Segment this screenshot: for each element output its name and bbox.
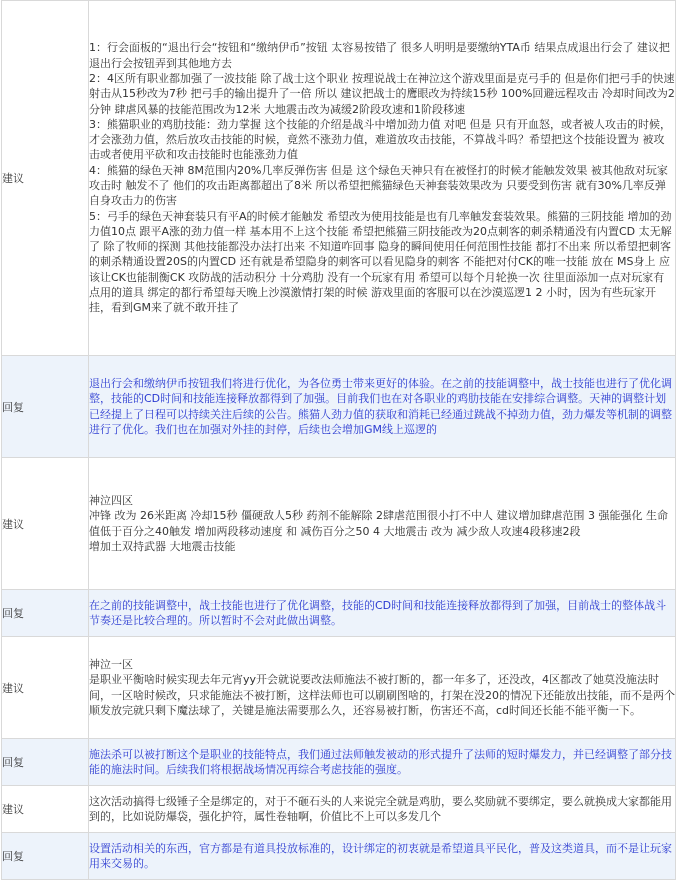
row-label: 回复 <box>2 739 89 786</box>
table-row <box>2 833 676 880</box>
feedback-table <box>1 0 676 880</box>
table-row <box>2 739 676 786</box>
row-content: 1：行会面板的“退出行会“按钮和“缴纳伊币”按钮 太容易按错了 很多人明明是要缴纳YTA币 结果点成退出行会了 建议把退出行会按钮弄到其他地方去 2：4区所有职业都加强了一波技能 除了战士这个职业 按理说战士在神泣这个游戏里面是克弓手的 但是你们把弓手的快速射击从15秒改为7秒 把弓手的输出提升了一倍 所以 建议把战士的鹰眼改为持续15秒 100%回避远程攻击 冷却时间改为2分钟 肆虐风暴的技能范围改为12米 大地震击改为减缓2阶段攻速和1阶段移速 3：熊猫职业的鸡肋技能：劲力掌握 这个技能的介绍是战斗中增加劲力值 对吧 但是 只有开血怒，或者被人攻击的时候，才会涨劲力值，然后放攻击技能的时候，竟然不涨劲力值，难道放攻击技能，不算战斗吗？希望把这个技能设置为 被攻击或者使用平砍和攻击技能时也能涨劲力值 4：熊猫的绿色天神 8M范围内20%几率反弹伤害 但是 这个绿色天神只有在被怪打的时候才能触发效果 被其他敌对玩家攻击时 触发不了 他们的攻击距离都超出了8米 所以希望把熊猫绿色天神套装效果改为 只要受到伤害 就有30%几率反弹自身攻击力的伤害 5：弓手的绿色天神套装只有平A的时候才能触发 希望改为使用技能是也有几率触发套装效果。熊猫的三阴技能 增加的劲力值10点 跟平A涨的劲力值一样 基本用不上这个技能 希望把熊猫三阴技能改为20点刺客的刺杀精通没有内置CD 太无解了 除了牧师的探测 其他技能都没办法打出来 不知道咋回事 隐身的瞬间使用任何范围性技能 都打不出来 所以希望把刺客的刺杀精通设置20S的内置CD 还有就是希望隐身的刺客可以看见隐身的刺客 不能把对付CK的唯一技能 放在 MS身上 应该让CK也能制衡CK 攻防战的活动积分 十分鸡肋 没有一个玩家有用 希望可以每个月轮换一次 往里面添加一点对玩家有点用的道具 绑定的都行希望每天晚上沙漠激情打架的时候 游戏里面的客服可以在沙漠巡逻1 2 小时，因为有些玩家开挂，看到GM来了就不敢开挂了 <box>89 1 676 356</box>
row-label: 建议 <box>2 458 89 590</box>
row-content: 施法杀可以被打断这个是职业的技能特点，我们通过法师触发被动的形式提升了法师的短时爆发力，并已经调整了部分技能的施法时间。后续我们将根据战场情况再综合考虑技能的强度。 <box>89 739 676 786</box>
row-label: 建议 <box>2 1 89 356</box>
table-row <box>2 458 676 590</box>
table-row <box>2 590 676 637</box>
row-label: 回复 <box>2 356 89 458</box>
table-row <box>2 1 676 356</box>
row-label: 建议 <box>2 786 89 833</box>
row-content: 退出行会和缴纳伊币按钮我们将进行优化，为各位勇士带来更好的体验。在之前的技能调整中，战士技能也进行了优化调整，技能的CD时间和技能连接释放都得到了加强。目前我们也在对各职业的鸡肋技能在安排综合调整。天神的调整计划已经提上了日程可以持续关注后续的公告。熊猫人劲力值的获取和消耗已经通过跳战不掉劲力值，劲力爆发等机制的调整进行了优化。我们也在加强对外挂的封停，后续也会增加GM线上巡逻的 <box>89 356 676 458</box>
table-row <box>2 637 676 739</box>
row-label: 回复 <box>2 833 89 880</box>
table-row <box>2 786 676 833</box>
row-content: 神泣一区 是职业平衡啥时候实现去年元宵yy开会就说要改法师施法不被打断的，都一年多了，还没改，4区都改了她莫没施法时间，一区啥时候改，只求能施法不被打断，这样法师也可以刷刷图啥的，打架在没20的情况下还能放出技能，而不是两个顺发放完就只剩下魔法球了，关键是施法需要那么久，还容易被打断，伤害还不高，cd时间还长能不能平衡一下。 <box>89 637 676 739</box>
row-content: 设置活动相关的东西，官方都是有道具投放标准的，设计绑定的初衷就是希望道具平民化，普及这类道具，而不是让玩家用来交易的。 <box>89 833 676 880</box>
row-content: 在之前的技能调整中，战士技能也进行了优化调整，技能的CD时间和技能连接释放都得到了加强，目前战士的整体战斗节奏还是比较合理的。所以暂时不会对此做出调整。 <box>89 590 676 637</box>
row-label: 建议 <box>2 637 89 739</box>
row-content: 这次活动搞得七级锤子全是绑定的，对于不砸石头的人来说完全就是鸡肋，要么奖励就不要绑定，要么就换成大家都能用到的，比如说防爆袋，强化护符，属性卷轴啊，价值比不上可以多发几个 <box>89 786 676 833</box>
row-label: 回复 <box>2 590 89 637</box>
table-row <box>2 356 676 458</box>
row-content: 神泣四区 冲锋 改为 26米距离 冷却15秒 僵硬敌人5秒 药剂不能解除 2肆虐范围很小打不中人 建议增加肆虐范围 3 强能强化 生命值低于百分之40触发 增加两段移动速度 和 减伤百分之50 4 大地震击 改为 减少敌人攻速4段移速2段 增加土双持武器 大地震击技能 <box>89 458 676 590</box>
